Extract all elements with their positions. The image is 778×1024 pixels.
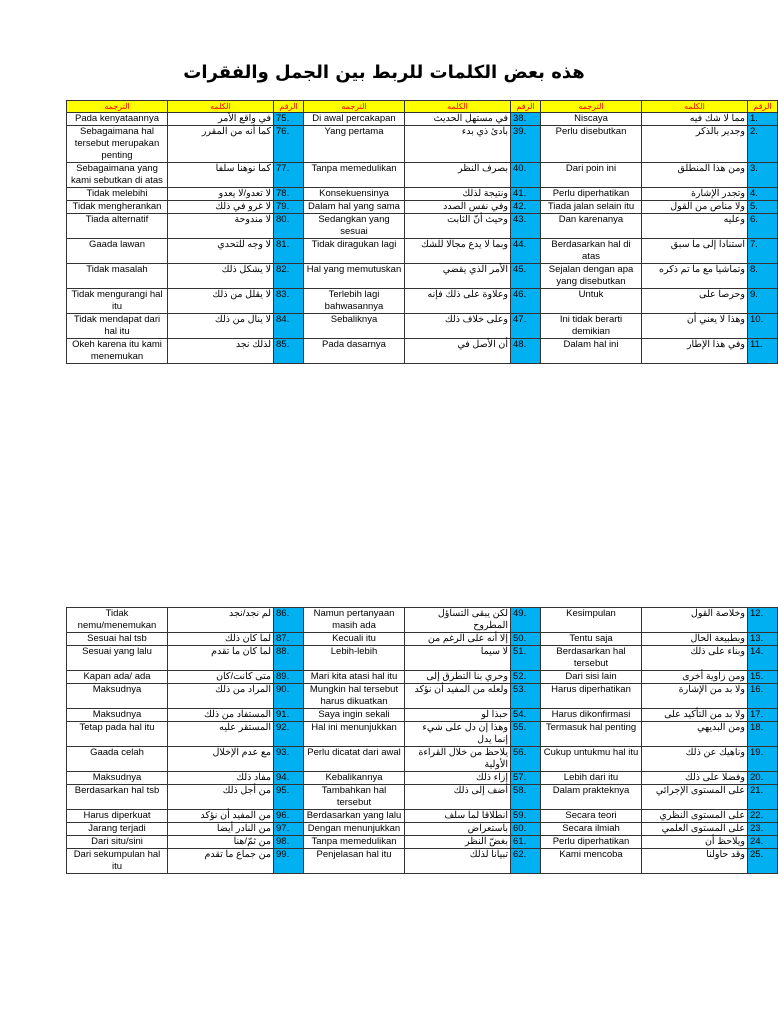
- translation-cell: Termasuk hal penting: [541, 722, 642, 747]
- translation-cell: Penjelasan hal itu: [304, 849, 405, 874]
- translation-cell: Okeh karena itu kami menemukan: [67, 339, 168, 364]
- arabic-word-cell: المستقر عليه: [168, 722, 274, 747]
- translation-cell: Hal ini menunjukkan: [304, 722, 405, 747]
- arabic-word-cell: وحيث أنّ الثابت: [405, 214, 511, 239]
- header-word: الكلمه: [642, 101, 748, 113]
- number-cell: 8.: [748, 264, 778, 289]
- number-cell: 3.: [748, 163, 778, 188]
- arabic-word-cell: من أجل ذلك: [168, 785, 274, 810]
- number-cell: 94.: [274, 772, 304, 785]
- arabic-word-cell: وبناء على ذلك: [642, 646, 748, 671]
- translation-cell: Perlu diperhatikan: [541, 188, 642, 201]
- number-cell: 49.: [511, 608, 541, 633]
- translation-cell: Dari situ/sini: [67, 836, 168, 849]
- translation-cell: Pada dasarnya: [304, 339, 405, 364]
- number-cell: 82.: [274, 264, 304, 289]
- translation-cell: Ini tidak berarti demikian: [541, 314, 642, 339]
- arabic-word-cell: من جماع ما تقدم: [168, 849, 274, 874]
- arabic-word-cell: كما نوهنا سلفا: [168, 163, 274, 188]
- translation-cell: Lebih-lebih: [304, 646, 405, 671]
- number-cell: 87.: [274, 633, 304, 646]
- translation-cell: Dari sekumpulan hal itu: [67, 849, 168, 874]
- linking-words-table-1: [66, 100, 778, 364]
- arabic-word-cell: ومن هذا المنطلق: [642, 163, 748, 188]
- translation-cell: Sejalan dengan apa yang disebutkan: [541, 264, 642, 289]
- header-number: الرقم: [274, 101, 304, 113]
- translation-cell: Tidak melebihi: [67, 188, 168, 201]
- translation-cell: Secara teori: [541, 810, 642, 823]
- translation-cell: Dari sisi lain: [541, 671, 642, 684]
- table-row: [67, 188, 778, 201]
- table-row: [67, 339, 778, 364]
- number-cell: 46.: [511, 289, 541, 314]
- arabic-word-cell: ولا مناص من القول: [642, 201, 748, 214]
- translation-cell: Dari poin ini: [541, 163, 642, 188]
- translation-cell: Kecuali itu: [304, 633, 405, 646]
- number-cell: 19.: [748, 747, 778, 772]
- translation-cell: Cukup untukmu hal itu: [541, 747, 642, 772]
- table-row: [67, 810, 778, 823]
- number-cell: 61.: [511, 836, 541, 849]
- translation-cell: Terlebih lagi bahwasannya: [304, 289, 405, 314]
- translation-cell: Dalam prakteknya: [541, 785, 642, 810]
- translation-cell: Kapan ada/ ada: [67, 671, 168, 684]
- number-cell: 85.: [274, 339, 304, 364]
- translation-cell: Berdasarkan hal di atas: [541, 239, 642, 264]
- translation-cell: Untuk: [541, 289, 642, 314]
- translation-cell: Pada kenyataannya: [67, 113, 168, 126]
- table-row: [67, 849, 778, 874]
- translation-cell: Tentu saja: [541, 633, 642, 646]
- number-cell: 84.: [274, 314, 304, 339]
- translation-cell: Dengan menunjukkan: [304, 823, 405, 836]
- header-word: الكلمه: [405, 101, 511, 113]
- translation-cell: Gaada celah: [67, 747, 168, 772]
- number-cell: 45.: [511, 264, 541, 289]
- arabic-word-cell: وناهيك عن ذلك: [642, 747, 748, 772]
- number-cell: 22.: [748, 810, 778, 823]
- translation-cell: Tidak mengherankan: [67, 201, 168, 214]
- translation-cell: Tidak mendapat dari hal itu: [67, 314, 168, 339]
- translation-cell: Tanpa memedulikan: [304, 163, 405, 188]
- number-cell: 51.: [511, 646, 541, 671]
- number-cell: 83.: [274, 289, 304, 314]
- table-row: [67, 709, 778, 722]
- number-cell: 91.: [274, 709, 304, 722]
- translation-cell: Tiada jalan selain itu: [541, 201, 642, 214]
- arabic-word-cell: انطلاقا لما سلف: [405, 810, 511, 823]
- table-row: [67, 684, 778, 709]
- number-cell: 90.: [274, 684, 304, 709]
- arabic-word-cell: وعلى خلاف ذلك: [405, 314, 511, 339]
- arabic-word-cell: وهذا لا يعني أن: [642, 314, 748, 339]
- number-cell: 81.: [274, 239, 304, 264]
- translation-cell: Dan karenanya: [541, 214, 642, 239]
- number-cell: 50.: [511, 633, 541, 646]
- arabic-word-cell: وعليه: [642, 214, 748, 239]
- header-number: الرقم: [748, 101, 778, 113]
- arabic-word-cell: ولا بد من الإشارة: [642, 684, 748, 709]
- translation-cell: Tetap pada hal itu: [67, 722, 168, 747]
- number-cell: 38.: [511, 113, 541, 126]
- translation-cell: Tidak nemu/menemukan: [67, 608, 168, 633]
- number-cell: 16.: [748, 684, 778, 709]
- translation-cell: Dalam hal ini: [541, 339, 642, 364]
- number-cell: 40.: [511, 163, 541, 188]
- number-cell: 15.: [748, 671, 778, 684]
- translation-cell: Perlu dicatat dari awal: [304, 747, 405, 772]
- number-cell: 12.: [748, 608, 778, 633]
- arabic-word-cell: في واقع الأمر: [168, 113, 274, 126]
- arabic-word-cell: بصرف النظر: [405, 163, 511, 188]
- translation-cell: Sebaliknya: [304, 314, 405, 339]
- translation-cell: Sedangkan yang sesuai: [304, 214, 405, 239]
- translation-cell: Berdasarkan hal tsb: [67, 785, 168, 810]
- arabic-word-cell: باستعراض: [405, 823, 511, 836]
- header-translation: الترجمه: [67, 101, 168, 113]
- number-cell: 58.: [511, 785, 541, 810]
- number-cell: 98.: [274, 836, 304, 849]
- translation-cell: Maksudnya: [67, 684, 168, 709]
- arabic-word-cell: مفاد ذلك: [168, 772, 274, 785]
- translation-cell: Sebagaimana yang kami sebutkan di atas: [67, 163, 168, 188]
- translation-cell: Harus diperkuat: [67, 810, 168, 823]
- number-cell: 75.: [274, 113, 304, 126]
- translation-cell: Maksudnya: [67, 709, 168, 722]
- translation-cell: Dalam hal yang sama: [304, 201, 405, 214]
- arabic-word-cell: وجدير بالذكر: [642, 126, 748, 163]
- table-row: [67, 722, 778, 747]
- translation-cell: Tanpa memedulikan: [304, 836, 405, 849]
- arabic-word-cell: ونتيجة لذلك: [405, 188, 511, 201]
- page-title: هذه بعض الكلمات للربط بين الجمل والفقرات: [183, 62, 585, 83]
- number-cell: 47.: [511, 314, 541, 339]
- arabic-word-cell: بغضّ النظر: [405, 836, 511, 849]
- arabic-word-cell: بادئ ذي بدء: [405, 126, 511, 163]
- translation-cell: Saya ingin sekali: [304, 709, 405, 722]
- arabic-word-cell: لم نجد/نجد: [168, 608, 274, 633]
- number-cell: 39.: [511, 126, 541, 163]
- number-cell: 41.: [511, 188, 541, 201]
- number-cell: 14.: [748, 646, 778, 671]
- arabic-word-cell: المستفاد من ذلك: [168, 709, 274, 722]
- arabic-word-cell: على المستوى العلمي: [642, 823, 748, 836]
- translation-cell: Hal yang memutuskan: [304, 264, 405, 289]
- table-row: [67, 633, 778, 646]
- translation-cell: Tambahkan hal tersebut: [304, 785, 405, 810]
- number-cell: 86.: [274, 608, 304, 633]
- arabic-word-cell: متى كانت/كان: [168, 671, 274, 684]
- arabic-word-cell: لا غرو في ذلك: [168, 201, 274, 214]
- number-cell: 18.: [748, 722, 778, 747]
- table-row: [67, 289, 778, 314]
- header-number: الرقم: [511, 101, 541, 113]
- translation-cell: Lebih dari itu: [541, 772, 642, 785]
- number-cell: 1.: [748, 113, 778, 126]
- translation-cell: Sesuai yang lalu: [67, 646, 168, 671]
- arabic-word-cell: ومن البديهي: [642, 722, 748, 747]
- arabic-word-cell: حبذا لو: [405, 709, 511, 722]
- arabic-word-cell: وعلاوة على ذلك فإنه: [405, 289, 511, 314]
- arabic-word-cell: على المستوى النظري: [642, 810, 748, 823]
- number-cell: 88.: [274, 646, 304, 671]
- arabic-word-cell: ويلاحظ أن: [642, 836, 748, 849]
- number-cell: 44.: [511, 239, 541, 264]
- arabic-word-cell: الأمر الذي يقضي: [405, 264, 511, 289]
- table-row: [67, 823, 778, 836]
- number-cell: 5.: [748, 201, 778, 214]
- number-cell: 10.: [748, 314, 778, 339]
- arabic-word-cell: لما كان ما تقدم: [168, 646, 274, 671]
- arabic-word-cell: ومن زاوية أخرى: [642, 671, 748, 684]
- arabic-word-cell: ولا بد من التأكيد على: [642, 709, 748, 722]
- table-row: [67, 214, 778, 239]
- number-cell: 6.: [748, 214, 778, 239]
- number-cell: 7.: [748, 239, 778, 264]
- number-cell: 52.: [511, 671, 541, 684]
- arabic-word-cell: لا يقلل من ذلك: [168, 289, 274, 314]
- arabic-word-cell: تبيانا لذلك: [405, 849, 511, 874]
- translation-cell: Gaada lawan: [67, 239, 168, 264]
- arabic-word-cell: وخلاصة القول: [642, 608, 748, 633]
- table-row: [67, 264, 778, 289]
- arabic-word-cell: من ثمّ/هنا: [168, 836, 274, 849]
- translation-cell: Perlu diperhatikan: [541, 836, 642, 849]
- translation-cell: Berdasarkan yang lalu: [304, 810, 405, 823]
- translation-cell: Yang pertama: [304, 126, 405, 163]
- number-cell: 21.: [748, 785, 778, 810]
- number-cell: 89.: [274, 671, 304, 684]
- arabic-word-cell: في مستهل الحديث: [405, 113, 511, 126]
- number-cell: 53.: [511, 684, 541, 709]
- number-cell: 11.: [748, 339, 778, 364]
- table-row: [67, 772, 778, 785]
- number-cell: 43.: [511, 214, 541, 239]
- translation-cell: Kesimpulan: [541, 608, 642, 633]
- arabic-word-cell: من المفيد أن نؤكد: [168, 810, 274, 823]
- number-cell: 93.: [274, 747, 304, 772]
- arabic-word-cell: وهذا إن دل على شيء إنما يدل: [405, 722, 511, 747]
- translation-cell: Sebagaimana hal tersebut merupakan penting: [67, 126, 168, 163]
- translation-cell: Niscaya: [541, 113, 642, 126]
- translation-cell: Mungkin hal tersebut harus dikuatkan: [304, 684, 405, 709]
- number-cell: 24.: [748, 836, 778, 849]
- arabic-word-cell: وفي نفس الصدد: [405, 201, 511, 214]
- number-cell: 62.: [511, 849, 541, 874]
- header-word: الكلمه: [168, 101, 274, 113]
- arabic-word-cell: على المستوى الإجرائي: [642, 785, 748, 810]
- table-row: [67, 836, 778, 849]
- number-cell: 97.: [274, 823, 304, 836]
- arabic-word-cell: لا وجه للتحدي: [168, 239, 274, 264]
- arabic-word-cell: مع عدم الإخلال: [168, 747, 274, 772]
- translation-cell: Secara ilmiah: [541, 823, 642, 836]
- translation-cell: Kami mencoba: [541, 849, 642, 874]
- header-translation: الترجمه: [304, 101, 405, 113]
- header-translation: الترجمه: [541, 101, 642, 113]
- number-cell: 48.: [511, 339, 541, 364]
- number-cell: 54.: [511, 709, 541, 722]
- number-cell: 95.: [274, 785, 304, 810]
- arabic-word-cell: مما لا شك فيه: [642, 113, 748, 126]
- arabic-word-cell: لا يشكل ذلك: [168, 264, 274, 289]
- number-cell: 2.: [748, 126, 778, 163]
- table-row: [67, 113, 778, 126]
- translation-cell: Mari kita atasi hal itu: [304, 671, 405, 684]
- number-cell: 99.: [274, 849, 304, 874]
- arabic-word-cell: استنادا إلى ما سبق: [642, 239, 748, 264]
- number-cell: 80.: [274, 214, 304, 239]
- number-cell: 9.: [748, 289, 778, 314]
- translation-cell: Jarang terjadi: [67, 823, 168, 836]
- arabic-word-cell: ولعله من المفيد أن نؤكد: [405, 684, 511, 709]
- table-row: [67, 608, 778, 633]
- arabic-word-cell: لا مندوحة: [168, 214, 274, 239]
- table-row: [67, 671, 778, 684]
- translation-cell: Konsekuensinya: [304, 188, 405, 201]
- arabic-word-cell: وتماشيا مع ما تم ذكره: [642, 264, 748, 289]
- arabic-word-cell: وبطبيعة الحال: [642, 633, 748, 646]
- number-cell: 25.: [748, 849, 778, 874]
- arabic-word-cell: إزاء ذلك: [405, 772, 511, 785]
- number-cell: 57.: [511, 772, 541, 785]
- translation-cell: Harus diperhatikan: [541, 684, 642, 709]
- arabic-word-cell: لا ينال من ذلك: [168, 314, 274, 339]
- table-row: [67, 163, 778, 188]
- translation-cell: Berdasarkan hal tersebut: [541, 646, 642, 671]
- number-cell: 60.: [511, 823, 541, 836]
- arabic-word-cell: وفضلا على ذلك: [642, 772, 748, 785]
- arabic-word-cell: وبما لا يدع مجالا للشك: [405, 239, 511, 264]
- translation-cell: Tidak mengurangi hal itu: [67, 289, 168, 314]
- translation-cell: Maksudnya: [67, 772, 168, 785]
- number-cell: 76.: [274, 126, 304, 163]
- number-cell: 92.: [274, 722, 304, 747]
- arabic-word-cell: أضف إلى ذلك: [405, 785, 511, 810]
- table-row: [67, 747, 778, 772]
- number-cell: 13.: [748, 633, 778, 646]
- translation-cell: Kebalikannya: [304, 772, 405, 785]
- translation-cell: Sesuai hal tsb: [67, 633, 168, 646]
- arabic-word-cell: لذلك نجد: [168, 339, 274, 364]
- table-row: [67, 126, 778, 163]
- arabic-word-cell: وحري بنا التطرق إلى: [405, 671, 511, 684]
- table-row: [67, 239, 778, 264]
- table-row: [67, 201, 778, 214]
- table-header-row: [67, 101, 778, 113]
- arabic-word-cell: يلاحظ من خلال القراءة الأولية: [405, 747, 511, 772]
- arabic-word-cell: وتجدر الإشارة: [642, 188, 748, 201]
- number-cell: 17.: [748, 709, 778, 722]
- number-cell: 77.: [274, 163, 304, 188]
- translation-cell: Perlu disebutkan: [541, 126, 642, 163]
- number-cell: 96.: [274, 810, 304, 823]
- translation-cell: Tidak diragukan lagi: [304, 239, 405, 264]
- arabic-word-cell: وقد حاولنا: [642, 849, 748, 874]
- arabic-word-cell: وفي هذا الإطار: [642, 339, 748, 364]
- translation-cell: Harus dikonfirmasi: [541, 709, 642, 722]
- arabic-word-cell: لا تعدو/لا يعدو: [168, 188, 274, 201]
- translation-cell: Namun pertanyaan masih ada: [304, 608, 405, 633]
- number-cell: 79.: [274, 201, 304, 214]
- arabic-word-cell: المراد من ذلك: [168, 684, 274, 709]
- arabic-word-cell: لما كان ذلك: [168, 633, 274, 646]
- arabic-word-cell: أن الأصل في: [405, 339, 511, 364]
- number-cell: 56.: [511, 747, 541, 772]
- number-cell: 4.: [748, 188, 778, 201]
- translation-cell: Tidak masalah: [67, 264, 168, 289]
- arabic-word-cell: إلا أنه على الرغم من: [405, 633, 511, 646]
- table-row: [67, 646, 778, 671]
- number-cell: 20.: [748, 772, 778, 785]
- arabic-word-cell: كما أنه من المقرر: [168, 126, 274, 163]
- arabic-word-cell: لكن يبقى التساؤل المطروح: [405, 608, 511, 633]
- translation-cell: Di awal percakapan: [304, 113, 405, 126]
- linking-words-table-2: [66, 607, 778, 874]
- number-cell: 23.: [748, 823, 778, 836]
- table-row: [67, 314, 778, 339]
- number-cell: 59.: [511, 810, 541, 823]
- number-cell: 55.: [511, 722, 541, 747]
- table-row: [67, 785, 778, 810]
- number-cell: 78.: [274, 188, 304, 201]
- arabic-word-cell: من النادر أيضا: [168, 823, 274, 836]
- number-cell: 42.: [511, 201, 541, 214]
- arabic-word-cell: لا سيما: [405, 646, 511, 671]
- translation-cell: Tiada alternatif: [67, 214, 168, 239]
- arabic-word-cell: وحرصا على: [642, 289, 748, 314]
